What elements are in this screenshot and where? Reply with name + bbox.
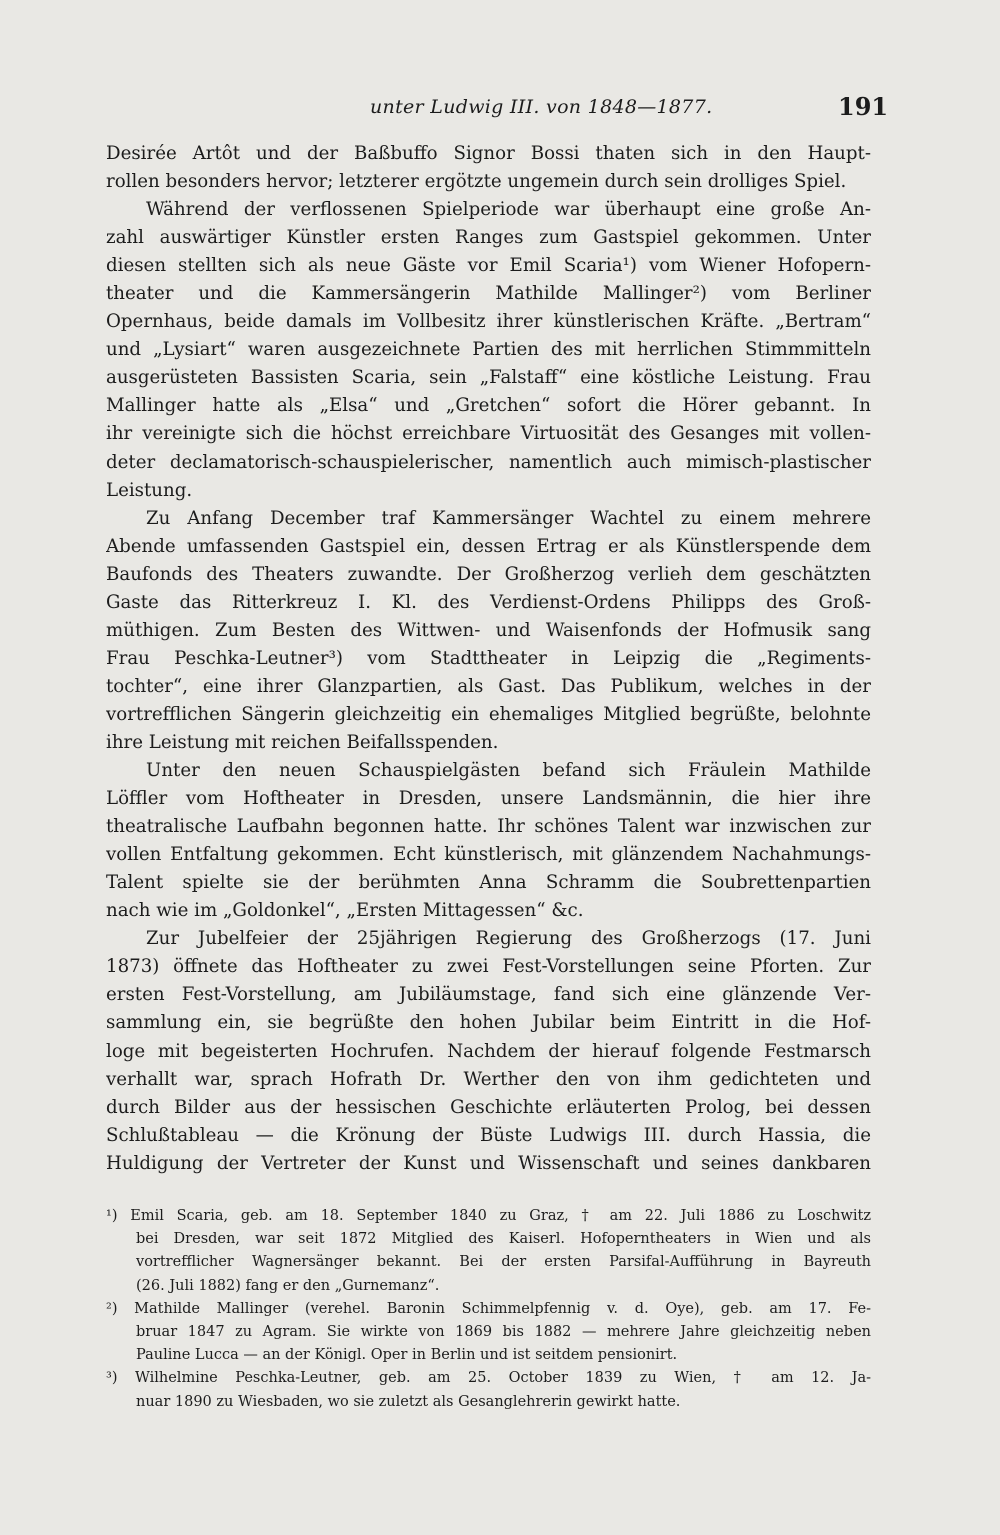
- text-line: Zur Jubelfeier der 25jährigen Regierung des Großherzogs (17. Juni: [146, 928, 871, 950]
- text-line: Desirée Artôt und der Baßbuffo Signor Bossi thaten sich in den Haupt-: [106, 143, 871, 164]
- text-line: ihr vereinigte sich die höchst erreichbare Virtuosität des Gesanges mit vollen-: [106, 423, 871, 445]
- text-line: zahl auswärtiger Künstler ersten Ranges zum Gastspiel gekommen. Unter: [106, 227, 871, 249]
- page-number: 191: [838, 92, 889, 121]
- text-line: und „Lysiart“ waren ausgezeichnete Partien des mit herrlichen Stimmmitteln: [106, 339, 871, 361]
- text-line: Löffler vom Hoftheater in Dresden, unsere Landsmännin, die hier ihre: [106, 788, 871, 810]
- text-line: ausgerüsteten Bassisten Scaria, sein „Falstaff“ eine köstliche Leistung. Frau: [106, 367, 871, 389]
- footnote-line: bei Dresden, war seit 1872 Mitglied des Kaiserl. Hofoperntheaters in Wien und als: [136, 1231, 871, 1248]
- text-line: theatralische Laufbahn begonnen hatte. Ihr schönes Talent war inzwischen zur: [106, 816, 871, 838]
- text-line: Schlußtableau — die Krönung der Büste Ludwigs III. durch Hassia, die: [106, 1124, 871, 1146]
- footnote-line: nuar 1890 zu Wiesbaden, wo sie zuletzt als Gesanglehrerin gewirkt hatte.: [136, 1393, 681, 1410]
- footnote-line: Pauline Lucca — an der Königl. Oper in Berlin und ist seitdem pensionirt.: [136, 1347, 678, 1364]
- text-line: Zu Anfang December traf Kammersänger Wachtel zu einem mehrere: [146, 507, 871, 529]
- text-line: rollen besonders hervor; letzterer ergötzte ungemein durch sein drolliges Spiel.: [106, 171, 847, 193]
- text-line: Baufonds des Theaters zuwandte. Der Großherzog verlieh dem geschätzten: [106, 563, 871, 585]
- text-line: Während der verflossenen Spielperiode war überhaupt eine große An-: [146, 199, 871, 221]
- text-line: durch Bilder aus der hessischen Geschichte erläuterten Prolog, bei dessen: [106, 1096, 871, 1118]
- text-line: loge mit begeisterten Hochrufen. Nachdem der hierauf folgende Festmarsch: [106, 1040, 871, 1062]
- footnote-line: ²) Mathilde Mallinger (verehel. Baronin Schimmelpfennig v. d. Oye), geb. am 17. Fe-: [106, 1300, 871, 1317]
- text-line: Gaste das Ritterkreuz I. Kl. des Verdienst-Ordens Philipps des Groß-: [106, 591, 871, 613]
- text-line: tochter“, eine ihrer Glanzpartien, als Gast. Das Publikum, welches in der: [106, 675, 871, 697]
- footnote-line: ³) Wilhelmine Peschka-Leutner, geb. am 25. October 1839 zu Wien, † am 12. Ja-: [106, 1370, 871, 1387]
- footnote-line: (26. Juli 1882) fang er den „Gurnemanz“.: [136, 1277, 440, 1294]
- text-line: theater und die Kammersängerin Mathilde Mallinger²) vom Berliner: [106, 283, 871, 305]
- text-line: 1873) öffnete das Hoftheater zu zwei Fest-Vorstellungen seine Pforten. Zur: [106, 956, 871, 978]
- running-head: [0, 92, 1000, 122]
- running-title: unter Ludwig III. von 1848—1877.: [370, 96, 713, 118]
- body-text: [106, 140, 871, 1178]
- text-line: deter declamatorisch-schauspielerischer, namentlich auch mimisch-plastischer: [106, 451, 871, 473]
- text-line: Huldigung der Vertreter der Kunst und Wissenschaft und seines dankbaren: [106, 1152, 871, 1174]
- footnote-line: vortrefflicher Wagnersänger bekannt. Bei der ersten Parsifal-Aufführung in Bayreuth: [136, 1254, 871, 1271]
- text-line: Frau Peschka-Leutner³) vom Stadttheater in Leipzig die „Regiments-: [106, 647, 871, 669]
- text-line: nach wie im „Goldonkel“, „Ersten Mittagessen“ &c.: [106, 900, 584, 922]
- text-line: Mallinger hatte als „Elsa“ und „Gretchen“ sofort die Hörer gebannt. In: [106, 395, 871, 417]
- text-line: Unter den neuen Schauspielgästen befand sich Fräulein Mathilde: [146, 760, 871, 782]
- text-line: ihre Leistung mit reichen Beifallsspenden.: [106, 731, 499, 753]
- text-line: verhallt war, sprach Hofrath Dr. Werther den von ihm gedichteten und: [106, 1068, 871, 1090]
- footnotes: [106, 1205, 871, 1414]
- footnote-line: ¹) Emil Scaria, geb. am 18. September 1840 zu Graz, † am 22. Juli 1886 zu Loschwitz: [106, 1208, 871, 1224]
- text-line: Abende umfassenden Gastspiel ein, dessen Ertrag er als Künstlerspende dem: [106, 535, 871, 557]
- text-line: müthigen. Zum Besten des Wittwen- und Waisenfonds der Hofmusik sang: [106, 619, 871, 641]
- text-line: diesen stellten sich als neue Gäste vor Emil Scaria¹) vom Wiener Hofopern-: [106, 255, 871, 277]
- text-line: sammlung ein, sie begrüßte den hohen Jubilar beim Eintritt in die Hof-: [106, 1012, 871, 1034]
- text-line: Opernhaus, beide damals im Vollbesitz ihrer künstlerischen Kräfte. „Bertram“: [106, 311, 871, 333]
- text-line: vortrefflichen Sängerin gleichzeitig ein ehemaliges Mitglied begrüßte, belohnte: [106, 703, 871, 725]
- text-line: vollen Entfaltung gekommen. Echt künstlerisch, mit glänzendem Nachahmungs-: [106, 844, 871, 866]
- text-line: Talent spielte sie der berühmten Anna Schramm die Soubrettenpartien: [106, 872, 871, 894]
- footnote-line: bruar 1847 zu Agram. Sie wirkte von 1869 bis 1882 — mehrere Jahre gleichzeitig neben: [136, 1323, 871, 1340]
- text-line: ersten Fest-Vorstellung, am Jubiläumstage, fand sich eine glänzende Ver-: [106, 984, 871, 1006]
- text-line: Leistung.: [106, 479, 193, 501]
